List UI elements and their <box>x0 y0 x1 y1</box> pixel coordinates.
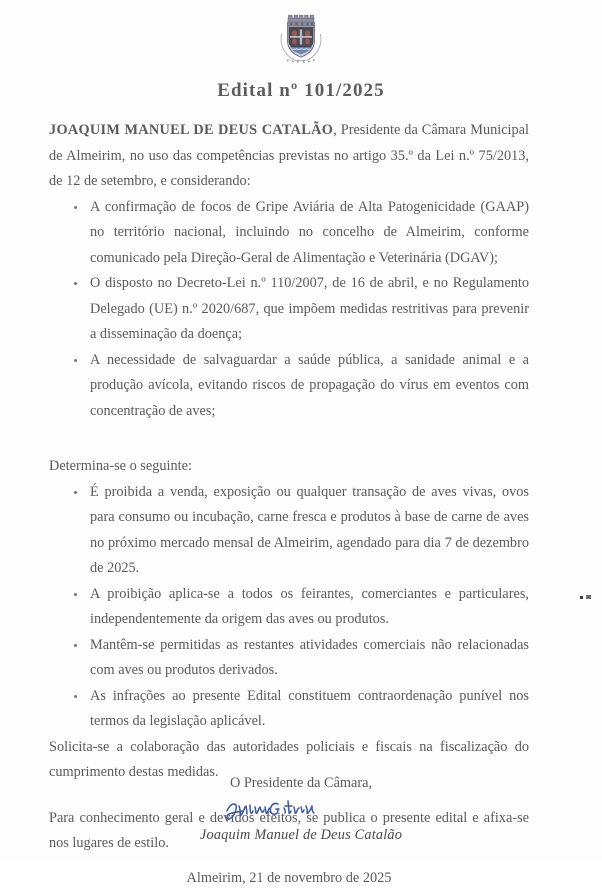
considering-list <box>49 195 529 425</box>
scan-artifact <box>586 595 591 599</box>
scan-artifact <box>580 596 583 599</box>
signature-name: Joaquim Manuel de Deus Catalão <box>0 827 602 844</box>
list-item: Mantêm-se permitidas as restantes atividades comerciais não relacionadas com aves ou produtos derivados. <box>49 633 529 684</box>
opening-paragraph <box>49 118 529 195</box>
list-item: A proibição aplica-se a todos os feirantes, comerciantes e particulares, independentemente da origem das aves ou produtos. <box>49 582 529 633</box>
determines-list <box>49 480 529 735</box>
list-item: É proibida a venda, exposição ou qualquer transação de aves vivas, ovos para consumo ou incubação, carne fresca e produtos à base de carne de aves no próximo mercado mensal de Almeirim, agendado para dia 7 de dezembro de 2025. <box>49 480 529 582</box>
list-item: O disposto no Decreto-Lei n.º 110/2007, de 16 de abril, e no Regulamento Delegado (UE) n.º 2020/687, que impõem medidas restritivas para prevenir a disseminação da doença; <box>49 271 529 348</box>
spacer <box>49 424 529 454</box>
signature-role: O Presidente da Câmara, <box>0 772 602 794</box>
coat-of-arms-icon <box>273 14 329 68</box>
signature-block <box>0 772 602 844</box>
crest-container <box>0 14 602 73</box>
president-name: JOAQUIM MANUEL DE DEUS CATALÃO <box>49 122 333 138</box>
list-item: A confirmação de focos de Gripe Aviária de Alta Patogenicidade (GAAP) no território nacional, incluindo no concelho de Almeirim, conforme comunicado pela Direção-Geral de Alimentação e Veterinária (DGAV); <box>49 195 529 272</box>
list-item: As infrações ao presente Edital constituem contraordenação punível nos termos da legislação aplicável. <box>49 684 529 735</box>
collaboration-paragraph: Solicita-se a colaboração das autoridades policiais e fiscais na fiscalização do cumprimento destas medidas. <box>49 735 529 786</box>
publication-paragraph: Para conhecimento geral e devidos efeitos, se publica o presente edital e afixa-se nos lugares de estilo. <box>49 806 529 857</box>
spacer <box>49 857 529 866</box>
list-item: A necessidade de salvaguardar a saúde pública, a sanidade animal e a produção avícola, evitando riscos de propagação do vírus em eventos com concentração de aves; <box>49 348 529 425</box>
place-and-date: Almeirim, 21 de novembro de 2025 <box>49 866 529 891</box>
determines-heading: Determina-se o seguinte: <box>49 454 529 480</box>
page-title: Edital nº 101/2025 <box>0 80 602 102</box>
opening-rest: , Presidente da Câmara Municipal de Almeirim, no uso das competências previstas no artigo 35.º da Lei n.º 75/2013, de 12 de setembro, e considerando: <box>49 122 529 189</box>
handwritten-signature-icon <box>0 796 602 824</box>
